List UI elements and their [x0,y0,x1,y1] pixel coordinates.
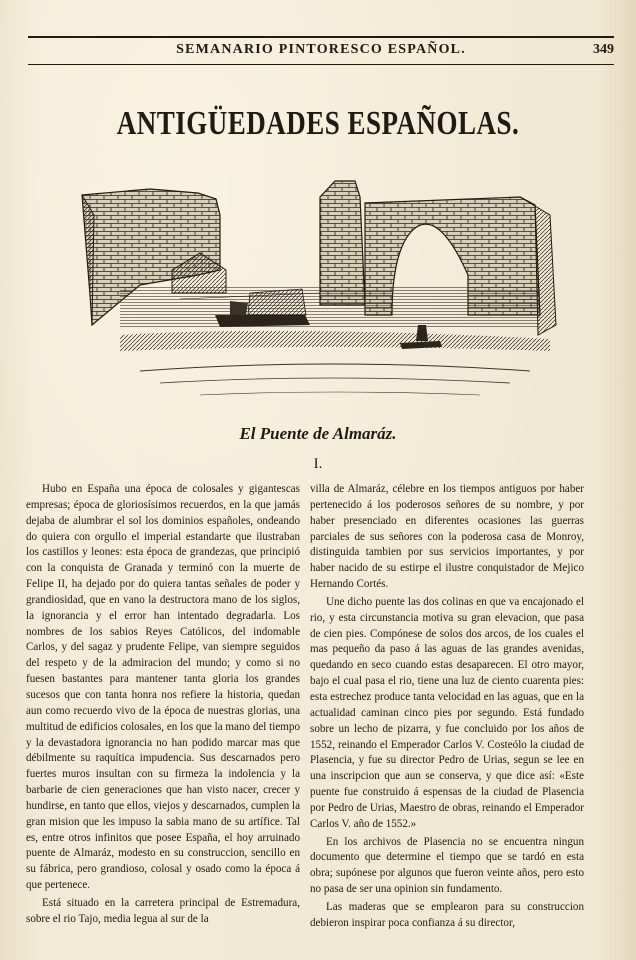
article-title: ANTIGÜEDADES ESPAÑOLAS. [116,104,520,142]
illustration-caption: El Puente de Almaráz. [239,424,397,443]
text-column-left [26,482,300,928]
paragraph: Hubo en España una época de colosales y gigantescas empresas; época de gloriosísimos recuerdos, en la que jamás dejaba de alumbrar el sol los dominios españoles, ondeando do quiera con orgullo el imperial estandarte que ilustraban los castillos y leones: esta época de grandezas, que principió con la conquista de Granada y terminó con la muerte de Felipe II, ha dejado por do quiera tantas señales de poder y grandiosidad, que en vano la destructora mano de los siglos, la ignorancia y el error han intentado degradarla. Los nombres de los sabios Reyes Católicos, del indomable Carlos, y del sagaz y prudente Felipe, van siempre seguidos del respeto y de la admiracion del mundo; y como si no fuesen bastantes para mantener tanta gloria los grandes sucesos que con tanta honra nos refiere la historia, quedan aun como recuerdo vivo de la época de nuestras glorias, una multitud de edificios colosales, en los que la mano del tiempo y la devastadora ignorancia no han podido marcar mas que débilmente su raquítica impudencia. Sus descarnados pero fuertes muros insultan con su firmeza la indolencia y la barbarie de cien generaciones que han visto nacer, crecer y hundirse, en tanto que ellos, viejos y descarnados, cumplen la gran mision que les impuso la sabia mano de su artífice. Tal es, entre otros infinitos que posee España, el hoy arruinado puente de Almaráz, modesto en su construccion, sencillo en su fábrica, pero grandioso, colosal y osado como la época á que pertenece. [26,483,300,892]
paragraph: Une dicho puente las dos colinas en que va encajonado el rio, y esta circunstancia motiva su gran elevacion, que pasa de cien pies. Compónese de solos dos arcos, de los cuales el mas pequeño da paso á las aguas de las grandes avenidas, quedando en seco cuando estas desaparecen. El otro mayor, bajo el cual pasa el rio, tiene una luz de ciento cuarenta pies: esta estrechez produce tanta velocidad en las aguas, que en la actualidad caminan cinco pies por segundo. Está fundado sobre un lecho de pizarra, y fue concluido por los años de 1552, reinando el Emperador Carlos V. Costeólo la ciudad de Plasencia, y fue su director Pedro de Urias, segun se lee en una inscripcion que aun se conserva, y que dice así: «Este puente fue construido á espensas de la ciudad de Plasencia por Pedro de Urias, Maestro de obras, reinando el Emperador Carlos V. año de 1552.» [310,595,584,830]
section-number: I. [313,456,323,472]
running-header [28,36,614,65]
paragraph: En los archivos de Plasencia no se encuentra ningun documento que determine el tiempo que se tardó en esta obra; supónese por algunos que fueron veinte años, pero esto no pasa de ser una opinion sin fundamento. [310,835,584,896]
paragraph: Está situado en la carretera principal de Estremadura, sobre el rio Tajo, media legua al sur de la [26,896,300,925]
paragraph: villa de Almaráz, célebre en los tiempos antiguos por haber pertenecido á los poderosos señores de su nombre, y por haber presenciado en diferentes ocasiones las guerras parciales de sus señores con la poderosa casa de Monroy, distinguida tambien por sus servicios importantes, y por haber nacido de su estirpe el ilustre conquistador de Mejico Hernando Cortés. [310,483,584,591]
journal-title: SEMANARIO PINTORESCO ESPAÑOL. [176,42,466,57]
page-number: 349 [593,42,614,57]
bridge-engraving [80,175,558,407]
text-column-right [310,482,584,932]
paragraph: Las maderas que se emplearon para su construccion debieron inspirar poca confianza á su director, [310,900,584,929]
